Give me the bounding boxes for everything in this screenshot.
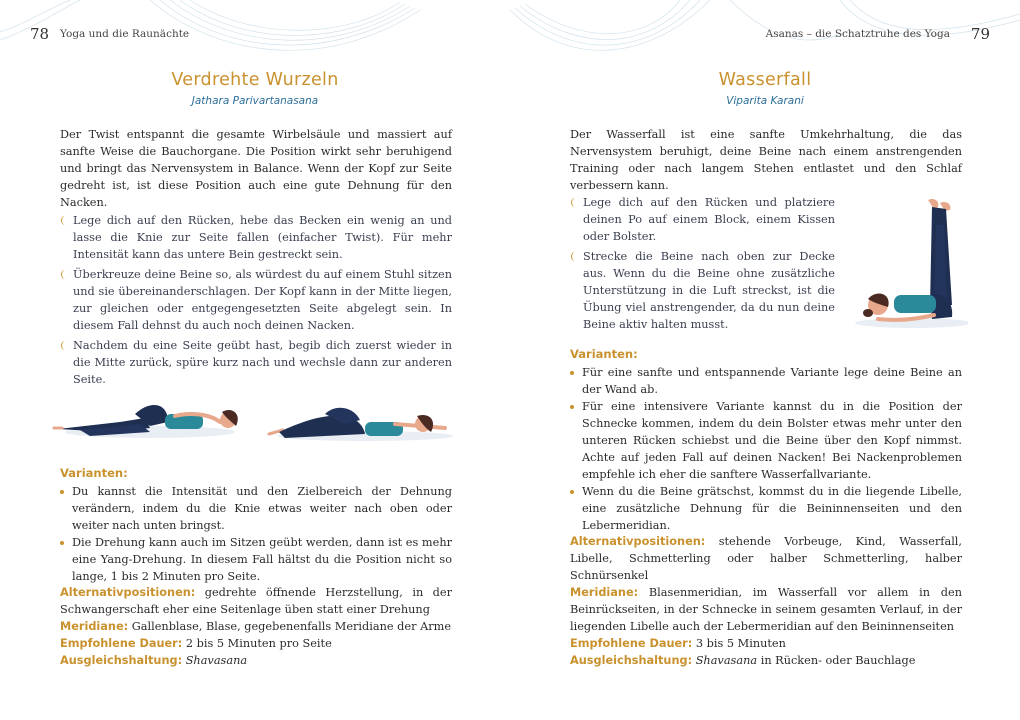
- moon-icon: [60, 340, 68, 351]
- meridians-label: Meridiane:: [60, 620, 129, 633]
- balance-pose-label: Ausgleichshaltung:: [570, 654, 693, 667]
- meridians-text: Blasenmeridian, im Wasserfall vor allem in den Beinrückseiten, in der Schnecke in seinem gesamten Verlauf, in der liegenden Libelle auch der Lebermeridian auf den Beininnenseiten: [570, 586, 962, 633]
- instruction-text: Nachdem du eine Seite geübt hast, begib dich zuerst wieder in die Mitte zurück, spüre kurz nach und wechsle dann zur anderen Seite.: [73, 339, 452, 386]
- instruction-text: Strecke die Beine nach oben zur Decke aus. Wenn du die Beine ohne zusätzliche Unterstützung in die Luft streckst, ist die Übung viel anstrengender, da du nun deine Beine aktiv halten musst.: [583, 250, 835, 331]
- variants-list: [570, 364, 962, 534]
- pose-sanskrit-name: Jathara Parivartanasana: [191, 95, 319, 107]
- running-head: Asanas – die Schatztruhe des Yoga: [765, 28, 950, 40]
- bullet-icon: [570, 405, 574, 409]
- moon-icon: [570, 251, 578, 262]
- alt-positions-text: gedrehte öffnende Herzstellung, in der Schwangerschaft eher eine Seitenlage üben statt einer Drehung: [60, 586, 452, 616]
- instruction-list: [60, 212, 452, 391]
- instruction-item: [60, 212, 452, 263]
- variant-item: [570, 483, 962, 534]
- balance-pose-suffix: in Rücken- oder Bauchlage: [760, 654, 916, 667]
- variant-item: [570, 398, 962, 483]
- running-head: Yoga und die Raunächte: [60, 28, 190, 40]
- variant-item: [60, 534, 452, 585]
- twist-pose-illustration-1: [50, 392, 250, 442]
- intro-paragraph: Der Twist entspannt die gesamte Wirbelsäule und massiert auf sanfte Weise die Bauchorgane. Die Position wirkt sehr beruhigend und bringt das Nervensystem in Balance. Wenn der Kopf zur Seite gedreht ist, ist diese Position auch eine gute Dehnung für den Nacken.: [60, 128, 452, 209]
- variant-text: Für eine intensivere Variante kannst du in die Position der Schnecke kommen, indem du dein Bolster etwas mehr unter den unteren Rücken schiebst und die Beine über den Kopf nimmst. Achte auf jeden Fall auf deinen Nacken! Bei Nackenproblemen empfehle ich eher die sanftere Wasserfallvariante.: [582, 400, 962, 481]
- variant-text: Du kannst die Intensität und den Zielbereich der Dehnung verändern, indem du die Knie etwas weiter nach oben oder weiter nach unten bringst.: [72, 485, 452, 532]
- moon-icon: [60, 215, 68, 226]
- bullet-icon: [60, 541, 64, 545]
- pose-details: [570, 533, 962, 669]
- balance-pose-label: Ausgleichshaltung:: [60, 654, 183, 667]
- variant-text: Für eine sanfte und entspannende Variante lege deine Beine an der Wand ab.: [582, 366, 962, 396]
- duration-label: Empfohlene Dauer:: [570, 637, 693, 650]
- variant-text: Wenn du die Beine grätschst, kommst du in die liegende Libelle, eine zusätzliche Dehnung für die Beininnenseiten und den Lebermeridian.: [582, 485, 962, 532]
- duration-text: 2 bis 5 Minuten pro Seite: [185, 637, 332, 650]
- bullet-icon: [60, 490, 64, 494]
- moon-icon: [570, 197, 578, 208]
- duration-text: 3 bis 5 Minuten: [695, 637, 786, 650]
- page-number: 79: [970, 25, 990, 43]
- variant-item: [60, 483, 452, 534]
- instruction-item: [570, 248, 835, 333]
- duration-label: Empfohlene Dauer:: [60, 637, 183, 650]
- waterfall-pose-illustration: [848, 195, 968, 330]
- instruction-text: Lege dich auf den Rücken und platziere deinen Po auf einem Block, einem Kissen oder Bolster.: [583, 196, 835, 243]
- pose-sanskrit-name: Viparita Karani: [726, 95, 804, 107]
- balance-pose-text: Shavasana: [185, 654, 248, 667]
- intro-paragraph: Der Wasserfall ist eine sanfte Umkehrhaltung, die das Nervensystem beruhigt, deine Beine nach einem anstrengenden Training oder nach langem Stehen entlastet und den Schlaf verbessern kann.: [570, 128, 962, 192]
- balance-pose-text: Shavasana: [695, 654, 758, 667]
- meridians-label: Meridiane:: [570, 586, 639, 599]
- alt-positions-text: stehende Vorbeuge, Kind, Wasserfall, Libelle, Schmetterling oder halber Schmetterling, halber Schnürsenkel: [570, 535, 963, 582]
- page-number: 78: [30, 25, 50, 43]
- bullet-icon: [570, 371, 574, 375]
- instruction-text: Überkreuze deine Beine so, als würdest du auf einem Stuhl sitzen und sie übereinanderschlagen. Der Kopf kann in der Mitte liegen, zur gleichen oder entgegengesetzten Seite abgelegt sein. In diesem Fall dehnst du auch noch deinen Nacken.: [73, 268, 452, 332]
- variants-list: [60, 483, 452, 585]
- right-page: [510, 0, 1020, 720]
- instruction-item: [60, 337, 452, 388]
- pose-title: Wasserfall: [718, 70, 812, 90]
- variant-text: Die Drehung kann auch im Sitzen geübt werden, dann ist es mehr eine Yang-Drehung. In diesem Fall hältst du die Position nicht so lange, 1 bis 2 Minuten pro Seite.: [72, 536, 452, 583]
- meridians-text: Gallenblase, Blase, gegebenenfalls Meridiane der Arme: [131, 620, 452, 633]
- alt-positions-label: Alternativpositionen:: [570, 535, 706, 548]
- instruction-text: Lege dich auf den Rücken, hebe das Becken ein wenig an und lasse die Knie zur Seite fallen (einfacher Twist). Für mehr Intensität kann das untere Bein gestreckt sein.: [73, 214, 452, 261]
- instruction-item: [60, 266, 452, 334]
- variant-item: [570, 364, 962, 398]
- pose-details: [60, 584, 452, 669]
- variants-heading: Varianten:: [570, 347, 638, 361]
- variants-heading: Varianten:: [60, 466, 128, 480]
- twist-pose-illustration-2: [265, 402, 460, 444]
- bullet-icon: [570, 490, 574, 494]
- moon-icon: [60, 269, 68, 280]
- instruction-list: [570, 194, 835, 336]
- instruction-item: [570, 194, 835, 245]
- pose-title: Verdrehte Wurzeln: [171, 70, 339, 90]
- alt-positions-label: Alternativpositionen:: [60, 586, 196, 599]
